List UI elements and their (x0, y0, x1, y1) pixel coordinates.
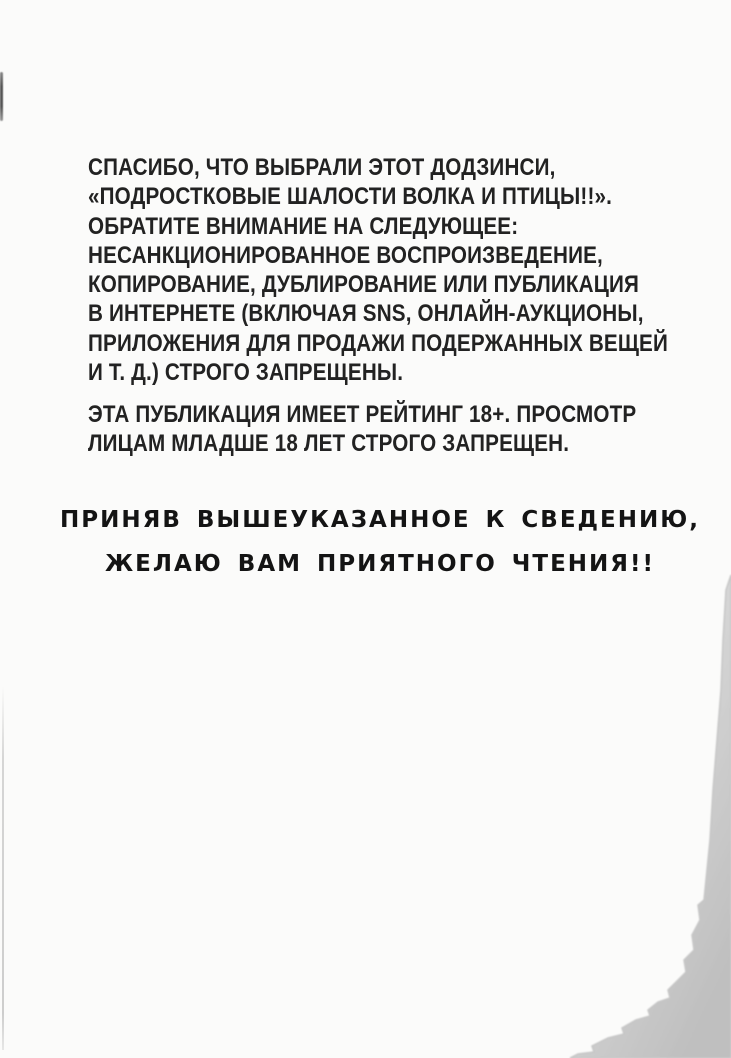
notice-line: В ИНТЕРНЕТЕ (ВКЛЮЧАЯ SNS, ОНЛАЙН-АУКЦИОНЫ, (88, 300, 644, 328)
notice-line: «ПОДРОСТКОВЫЕ ШАЛОСТИ ВОЛКА И ПТИЦЫ!!». (88, 183, 613, 211)
notice-line: НЕСАНКЦИОНИРОВАННОЕ ВОСПРОИЗВЕДЕНИЕ, (88, 241, 603, 269)
notice-line: ОБРАТИТЕ ВНИМАНИЕ НА СЛЕДУЮЩЕЕ: (88, 212, 519, 240)
closing-line: ЖЕЛАЮ ВАМ ПРИЯТНОГО ЧТЕНИЯ!! (105, 550, 655, 577)
scan-artifact-corner-shadow (561, 558, 731, 1058)
closing-line: ПРИНЯВ ВЫШЕУКАЗАННОЕ К СВЕДЕНИЮ, (60, 507, 700, 533)
notice-line: ЭТА ПУБЛИКАЦИЯ ИМЕЕТ РЕЙТИНГ 18+. ПРОСМОТР (88, 401, 637, 428)
notice-line: ЛИЦАМ МЛАДШЕ 18 ЛЕТ СТРОГО ЗАПРЕЩЕН. (88, 430, 570, 458)
notice-line: СПАСИБО, ЧТО ВЫБРАЛИ ЭТОТ ДОДЗИНСИ, (88, 154, 556, 181)
corner-shadow-shape (570, 575, 731, 1058)
age-rating-paragraph (88, 400, 636, 459)
copyright-notice-paragraph (88, 153, 668, 387)
scan-artifact-left-edge-line (2, 686, 4, 1050)
notice-line: ПРИЛОЖЕНИЯ ДЛЯ ПРОДАЖИ ПОДЕРЖАННЫХ ВЕЩЕЙ (88, 329, 668, 357)
notice-line: И Т. Д.) СТРОГО ЗАПРЕЩЕНЫ. (88, 359, 404, 387)
notice-line: КОПИРОВАНИЕ, ДУБЛИРОВАНИЕ ИЛИ ПУБЛИКАЦИЯ (88, 271, 639, 299)
scan-artifact-left-dash (0, 72, 3, 121)
